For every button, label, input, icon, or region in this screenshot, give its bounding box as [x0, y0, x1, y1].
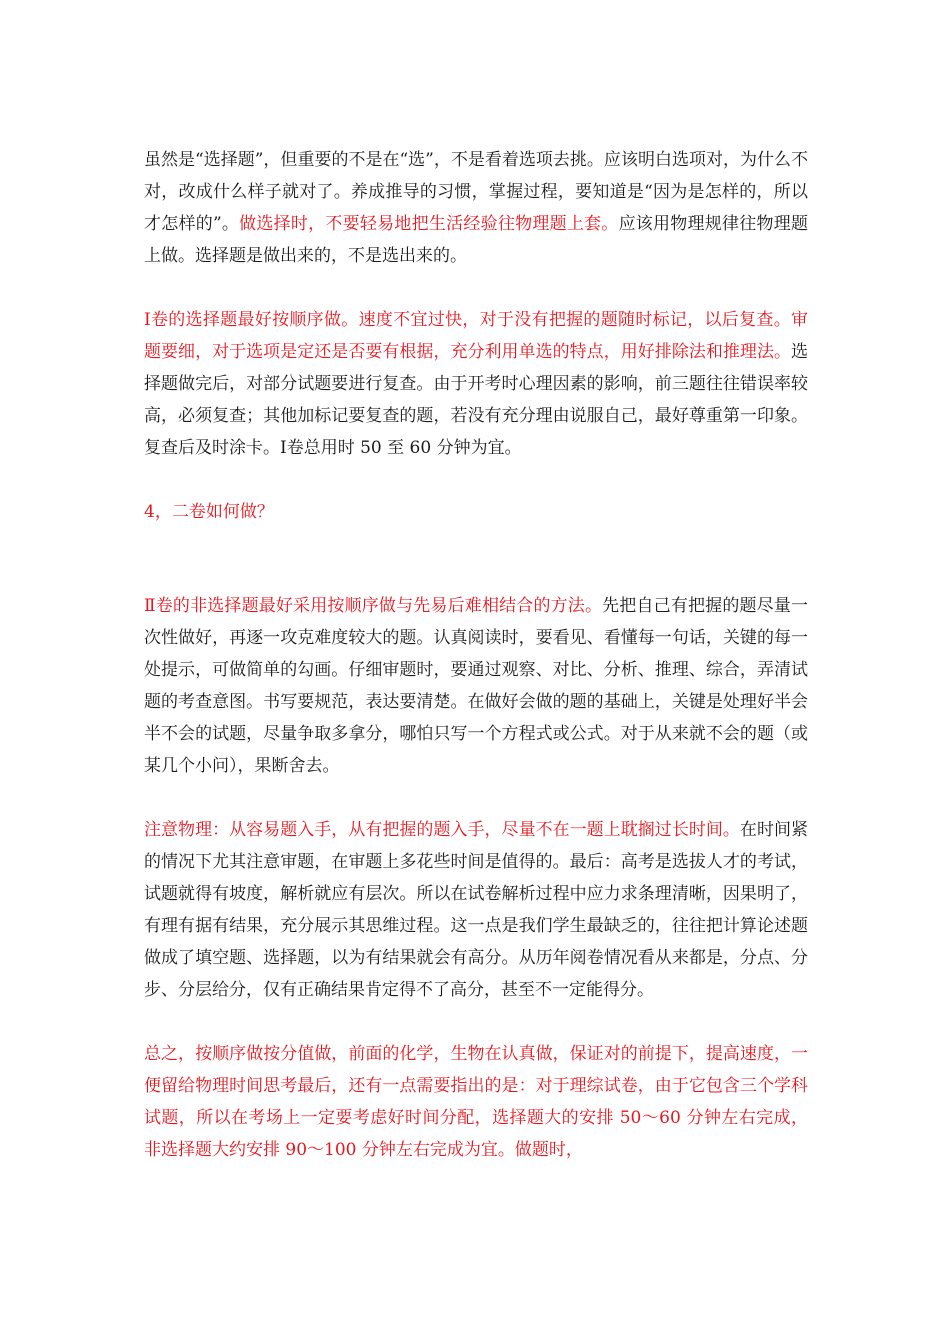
text-segment: 虽然是“选择题”，但重要的不是在“选”，不是看着选项去挑。应该明白选项对，为什么不对，改成什么样子就对了。养成推导的习惯，掌握过程，要知道是“因为是怎样的，所以才怎样的”。 [144, 150, 808, 234]
document-page [144, 144, 808, 1166]
text-segment: 在时间紧的情况下尤其注意审题，在审题上多花些时间是值得的。最后：高考是选拔人才的考试，试题就得有坡度，解析就应有层次。所以在试卷解析过程中应力求条理清晰，因果明了，有理有据有结果，充分展示其思维过程。这一点是我们学生最缺乏的，往往把计算论述题做成了填空题、选择题，以为有结果就会有高分。从历年阅卷情况看从来都是，分点、分步、分层给分，仅有正确结果肯定得不了高分，甚至不一定能得分。 [144, 820, 809, 1000]
text-segment: 先把自己有把握的题尽量一次性做好，再逐一攻克难度较大的题。认真阅读时，要看见、看懂每一句话，关键的每一处提示，可做简单的勾画。仔细审题时，要通过观察、对比、分析、推理、综合，弄清试题的考查意图。书写要规范，表达要清楚。在做好会做的题的基础上，关键是处理好半会半不会的试题，尽量争取多拿分，哪怕只写一个方程式或公式。对于从来就不会的题（或某几个小问），果断舍去。 [144, 596, 809, 776]
heading-text: 4，二卷如何做？ [144, 502, 274, 522]
paragraph-paper-one [144, 304, 808, 464]
text-segment: 应该用物理规律往物理题上做。选择题是做出来的，不是选出来的。 [144, 214, 809, 266]
section-heading [144, 496, 808, 528]
highlight-segment: Ⅱ卷的非选择题最好采用按顺序做与先易后难相结合的方法。 [144, 596, 603, 616]
paragraph-choice-questions [144, 144, 808, 272]
paragraph-summary [144, 1038, 808, 1166]
highlight-segment: 做选择时，不要轻易地把生活经验往物理题上套。 [239, 214, 619, 234]
highlight-segment: 注意物理：从容易题入手，从有把握的题入手，尽量不在一题上耽搁过长时间。 [144, 820, 740, 840]
paragraph-physics-note [144, 814, 808, 1006]
highlight-segment: 总之，按顺序做按分值做，前面的化学，生物在认真做，保证对的前提下，提高速度，一便留给物理时间思考最后，还有一点需要指出的是：对于理综试卷，由于它包含三个学科试题，所以在考场上一定要考虑好时间分配，选择题大的安排 50～60 分钟左右完成，非选择题大约安排 90～100 分钟左右完成为宜。做题时， [144, 1044, 808, 1160]
text-segment: 选择题做完后，对部分试题要进行复查。由于开考时心理因素的影响，前三题往往错误率较高，必须复查；其他加标记要复查的题，若没有充分理由说服自己，最好尊重第一印象。复查后及时涂卡。Ⅰ卷总用时 50 至 60 分钟为宜。 [144, 342, 808, 458]
paragraph-paper-two [144, 590, 808, 782]
highlight-segment: Ⅰ卷的选择题最好按顺序做。速度不宜过快，对于没有把握的题随时标记，以后复查。审题要细，对于选项是定还是否要有根据，充分利用单选的特点，用好排除法和推理法。 [144, 310, 808, 362]
